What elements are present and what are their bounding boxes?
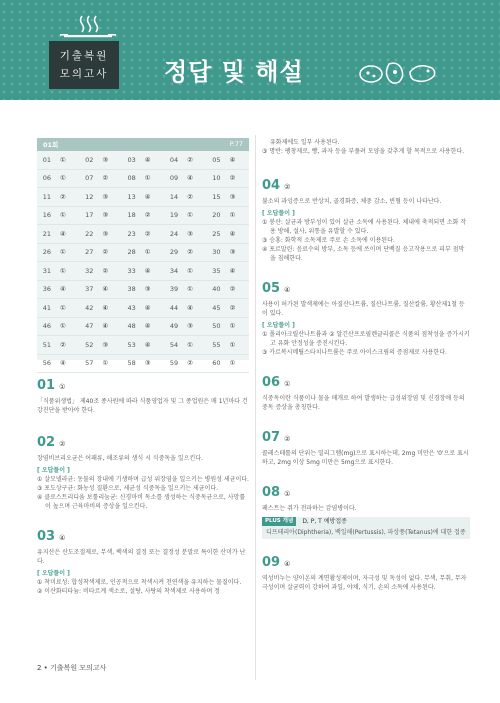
answer-cell-choice: ① (229, 211, 236, 220)
answer-cell (79, 174, 121, 182)
answer-cell (79, 156, 121, 164)
plus-concept-box (262, 517, 470, 539)
answer-cell (122, 341, 164, 349)
answer-row (37, 207, 249, 226)
answer-cell-choice: ④ (102, 322, 109, 331)
answer-cell-number: 57 (85, 359, 94, 368)
answer-cell (207, 359, 249, 367)
list-item: ④ 클로스트리디움 보툴리눔균: 신경마비 독소를 생성하는 식중독균으로, 사망률이 높으며 근육마비의 증상을 일으킨다. (37, 494, 246, 510)
answer-cell-number: 53 (127, 340, 136, 349)
answer-mark: ② (284, 435, 291, 443)
answer-cell-number: 18 (127, 211, 136, 220)
answer-cell (207, 248, 249, 256)
answer-cell-number: 56 (42, 359, 51, 368)
answer-cell-choice: ② (102, 266, 109, 275)
answer-cell-number: 46 (42, 322, 51, 331)
food-illustration-icon (358, 60, 438, 86)
wrong-answer-heading: [ 오답풀이 ] (37, 467, 70, 474)
answer-cell (37, 285, 79, 293)
answer-cell-choice: ③ (102, 211, 109, 220)
answer-cell-number: 38 (127, 285, 136, 294)
answer-cell (37, 230, 79, 238)
answer-mark: ④ (284, 560, 291, 568)
question-number: 08 (262, 485, 281, 500)
answer-cell-choice: ① (187, 285, 193, 294)
badge-line-2: 모의고사 (59, 68, 109, 80)
answer-cell-number: 34 (169, 266, 179, 275)
answer-cell-number: 54 (169, 340, 179, 349)
answer-cell-choice: ① (144, 248, 151, 257)
answer-row (37, 336, 249, 355)
answer-cell-number: 21 (42, 229, 51, 238)
list-item: ① 살모넬라균: 동물의 장내에 기생하며 급성 위장염을 일으키는 병원성 세균이다. (37, 476, 249, 483)
answer-cell (122, 193, 164, 201)
answer-cell-choice: ④ (144, 322, 151, 331)
answer-cell-number: 07 (85, 174, 94, 183)
answer-cell (207, 304, 249, 312)
explanation-text: 「식품위생법」 제40조 종사원에 따라 식품영업자 및 그 종업원은 매 1년마다 건강진단을 받아야 한다. (37, 398, 248, 414)
answer-cell-choice: ③ (229, 248, 236, 257)
answer-cell-number: 45 (212, 303, 221, 312)
answer-cell-number: 27 (85, 248, 94, 257)
question-number: 01 (37, 378, 56, 393)
answer-cell-number: 04 (169, 155, 179, 164)
answer-cell-number: 15 (212, 192, 221, 201)
answer-cell-choice: ④ (102, 303, 109, 312)
answer-cell-choice: ④ (229, 155, 236, 164)
answer-cell-choice: ① (229, 322, 236, 331)
answer-cell-choice: ④ (229, 229, 236, 238)
plus-concept-tag: PLUS 개념 (262, 517, 296, 526)
answer-cell (79, 230, 121, 238)
answer-key-header (37, 138, 249, 151)
answer-cell-choice: ① (187, 266, 193, 275)
answer-cell-number: 37 (85, 285, 94, 294)
wrong-answer-heading: [ 오답풀이 ] (37, 570, 70, 577)
answer-cell (207, 230, 249, 238)
answer-cell-number: 06 (42, 174, 51, 183)
answer-cell-number: 03 (127, 155, 136, 164)
answer-cell-number: 08 (127, 174, 136, 183)
answer-cell-choice: ① (60, 211, 66, 220)
answer-cell (122, 322, 164, 330)
answer-cell-number: 19 (169, 211, 179, 220)
answer-cell (207, 322, 249, 330)
answer-cell (164, 322, 206, 330)
answer-cell-choice: ① (60, 303, 66, 312)
answer-key-page: P.77 (229, 140, 243, 148)
answer-cell-choice: ② (187, 248, 193, 257)
explanation-text: 식중독이란 식품이나 물을 매개로 하여 발생하는 급성위장염 및 신경장애 등의 중독 증상을 총칭한다. (262, 395, 465, 411)
answer-cell (207, 211, 249, 219)
answer-cell-number: 41 (42, 303, 51, 312)
answer-cell-number: 22 (85, 229, 94, 238)
answer-cell-choice: ② (187, 359, 193, 368)
answer-cell-number: 30 (212, 248, 221, 257)
answer-cell-number: 59 (169, 359, 179, 368)
answer-cell (79, 248, 121, 256)
answer-cell (79, 193, 121, 201)
question-number: 06 (262, 375, 281, 390)
answer-cell-choice: ① (60, 174, 66, 183)
answer-cell-choice: ④ (187, 174, 193, 183)
answer-key-table (37, 138, 249, 368)
answer-cell-choice: ② (144, 229, 151, 238)
answer-row (37, 188, 249, 207)
answer-mark: ④ (59, 534, 66, 542)
answer-cell (37, 322, 79, 330)
answer-cell (37, 359, 79, 367)
right-column (262, 136, 470, 592)
answer-cell-number: 52 (85, 340, 94, 349)
list-item: ① 폴리아크릴산나트륨과 ② 알긴산프로필렌글리콜은 식품의 점착성을 증가시키고 유화 안정성을 증진시킨다. (262, 331, 470, 347)
answer-cell-number: 43 (127, 303, 136, 312)
answer-cell-choice: ③ (229, 192, 236, 201)
explanation-text: 장염비브리오균은 어패류, 해조류의 생식 시 식중독을 일으킨다. (37, 455, 203, 462)
answer-cell (164, 174, 206, 182)
answer-cell (122, 211, 164, 219)
answer-cell (164, 248, 206, 256)
answer-cell-number: 28 (127, 248, 136, 257)
answer-key-rows (37, 151, 249, 373)
answer-cell-choice: ② (102, 174, 109, 183)
answer-cell (79, 359, 121, 367)
answer-row (37, 225, 249, 244)
answer-cell-number: 16 (42, 211, 51, 220)
answer-row (37, 151, 249, 170)
answer-cell-choice: ① (60, 266, 66, 275)
answer-cell-number: 32 (85, 266, 94, 275)
answer-cell-choice: ④ (60, 359, 66, 368)
list-item: ③ 승홍: 화학적 소독제로 주로 손 소독에 이용된다. (262, 237, 395, 244)
answer-cell-choice: ③ (102, 155, 109, 164)
list-item: ③ 포도상구균: 화농성 질환으로, 세균성 식중독을 일으키는 세균이다. (37, 485, 219, 492)
question-number: 02 (37, 435, 56, 450)
answer-mark: ② (284, 183, 291, 191)
answer-cell-choice: ③ (187, 229, 193, 238)
answer-cell-number: 47 (85, 322, 94, 331)
list-item: ② 이산화티타늄: 비타르계 색소로, 설탕, 사탕의 착색제로 사용하며 정 (37, 588, 220, 595)
explanation-text: 콜레스테롤의 단위는 밀리그램(mg)으로 표시하는데, 2mg 미만은 '0'으로 표시하고, 2mg 이상 5mg 미만은 5mg으로 표시한다. (262, 450, 469, 466)
explanation-text: 불소의 과잉증으로 반상치, 골경화증, 체중 감소, 빈혈 등이 나타난다. (262, 198, 442, 205)
page-header (0, 0, 500, 100)
answer-row (37, 244, 249, 263)
answer-cell (164, 193, 206, 201)
question-07 (262, 430, 470, 467)
answer-cell (122, 267, 164, 275)
answer-cell (122, 304, 164, 312)
answer-cell (37, 248, 79, 256)
answer-cell-number: 49 (169, 322, 179, 331)
answer-row (37, 299, 249, 318)
cooking-pot-icon (60, 14, 116, 42)
answer-cell-choice: ① (187, 340, 193, 349)
answer-cell-number: 17 (85, 211, 94, 220)
answer-cell-choice: ① (102, 359, 109, 368)
badge-line-1: 기출복원 (59, 50, 109, 62)
answer-cell-number: 36 (42, 285, 51, 294)
answer-cell (79, 322, 121, 330)
answer-cell-choice: ③ (187, 322, 193, 331)
answer-cell-choice: ① (60, 322, 66, 331)
answer-cell (79, 267, 121, 275)
answer-mark: ② (59, 440, 66, 448)
answer-cell-choice: ③ (144, 359, 151, 368)
answer-cell-number: 12 (85, 192, 94, 201)
answer-cell (122, 174, 164, 182)
answer-cell-choice: ② (187, 155, 193, 164)
answer-cell-choice: ② (187, 192, 193, 201)
answer-cell-number: 60 (212, 359, 221, 368)
question-05 (262, 281, 470, 357)
answer-mark: ④ (284, 286, 291, 294)
answer-cell-number: 40 (212, 285, 221, 294)
question-number: 09 (262, 555, 281, 570)
answer-cell-choice: ④ (144, 155, 151, 164)
answer-cell-choice: ② (60, 340, 66, 349)
list-item: ④ 포르말린: 음료수의 방부, 소독 등에 쓰이며 단백질 응고작용으로 피부 점막을 침해한다. (262, 246, 465, 262)
answer-cell-choice: ③ (102, 229, 109, 238)
explanation-text: 유지산은 산도조절제로, 무색, 백색의 결정 또는 결정성 분말로 특이한 산미가 난다. (37, 549, 246, 565)
answer-cell-number: 33 (127, 266, 136, 275)
answer-row (37, 262, 249, 281)
answer-cell-number: 05 (212, 155, 221, 164)
list-item: ① 붕산: 살균과 방부성이 있어 살균 소독에 사용된다. 체내에 축적되면 소화 작용 방해, 설사, 위통을 유발할 수 있다. (262, 219, 467, 235)
answer-cell (164, 211, 206, 219)
answer-cell-choice: ③ (144, 285, 151, 294)
question-03 (37, 529, 249, 596)
answer-cell (79, 285, 121, 293)
question-09 (262, 555, 470, 592)
answer-row (37, 281, 249, 300)
answer-cell-number: 35 (212, 266, 221, 275)
answer-cell (37, 174, 79, 182)
explanation-text: 사용이 허가된 발색제에는 아질산나트륨, 질산나트륨, 질산칼륨, 황산제1철 등이 있다. (262, 301, 465, 317)
answer-cell (164, 230, 206, 238)
question-06 (262, 375, 470, 412)
answer-cell-number: 58 (127, 359, 136, 368)
answer-cell (37, 211, 79, 219)
answer-cell-number: 20 (212, 211, 221, 220)
list-item: ① 착미료성: 합성착색제로, 인공적으로 착색시켜 천연색을 유지하는 물질이다. (37, 579, 242, 586)
answer-cell-number: 42 (85, 303, 94, 312)
left-column (37, 378, 249, 596)
answer-cell-number: 51 (42, 340, 51, 349)
answer-cell-number: 39 (169, 285, 179, 294)
answer-cell (37, 267, 79, 275)
answer-cell-choice: ① (60, 248, 66, 257)
plus-concept-title: D, P, T 예방접종 (302, 518, 347, 525)
answer-cell-choice: ② (144, 211, 151, 220)
answer-cell-number: 13 (127, 192, 136, 201)
answer-cell (207, 193, 249, 201)
wrong-answer-heading: [ 오답풀이 ] (262, 322, 295, 329)
column-divider (255, 135, 256, 680)
answer-cell (207, 341, 249, 349)
answer-cell (207, 156, 249, 164)
question-04 (262, 178, 470, 263)
answer-cell-choice: ② (102, 248, 109, 257)
answer-cell-choice: ④ (60, 285, 66, 294)
answer-cell-choice: ④ (60, 229, 66, 238)
answer-cell-choice: ④ (144, 340, 151, 349)
answer-cell-choice: ④ (102, 285, 109, 294)
question-number: 05 (262, 281, 281, 296)
answer-cell-number: 48 (127, 322, 136, 331)
answer-cell-number: 23 (127, 229, 136, 238)
answer-cell-choice: ④ (187, 303, 193, 312)
explanation-text: 역성비누는 양이온의 계면활성제이며, 자극성 및 독성이 없다. 무색, 무취, 무자극성이며 살균력이 강하여 과일, 야채, 식기, 손의 소독에 사용된다. (262, 575, 467, 591)
answer-cell (207, 267, 249, 275)
answer-cell (164, 285, 206, 293)
answer-cell (122, 248, 164, 256)
answer-row (37, 318, 249, 337)
answer-cell (164, 359, 206, 367)
list-item: ③ 명반: 팽창제로, 빵, 과자 등을 부풀려 모양을 갖추게 할 목적으로 사용한다. (262, 148, 465, 155)
question-number: 04 (262, 178, 281, 193)
answer-cell-number: 44 (169, 303, 179, 312)
answer-cell (164, 341, 206, 349)
answer-cell-choice: ① (187, 211, 193, 220)
answer-cell (122, 230, 164, 238)
answer-cell (79, 341, 121, 349)
wrong-answer-heading: [ 오답풀이 ] (262, 210, 295, 217)
answer-cell (37, 156, 79, 164)
answer-row (37, 355, 249, 374)
answer-cell-choice: ② (229, 303, 236, 312)
answer-cell-choice: ③ (102, 192, 109, 201)
answer-cell-number: 24 (169, 229, 179, 238)
answer-cell (37, 341, 79, 349)
question-08 (262, 485, 470, 539)
answer-cell-choice: ② (229, 174, 236, 183)
continued-text: 유화제에도 일부 사용된다. (270, 139, 340, 146)
answer-cell (122, 359, 164, 367)
question-01 (37, 378, 249, 415)
answer-cell (164, 304, 206, 312)
answer-cell-number: 01 (42, 155, 51, 164)
answer-cell-number: 50 (212, 322, 221, 331)
answer-cell-number: 10 (212, 174, 221, 183)
answer-cell (207, 174, 249, 182)
answer-cell (207, 285, 249, 293)
answer-cell-number: 11 (42, 192, 51, 201)
answer-cell-choice: ④ (144, 192, 151, 201)
answer-cell-number: 25 (212, 229, 221, 238)
answer-cell-choice: ② (60, 192, 66, 201)
explanation-text: 페스트는 쥐가 전파하는 감염병이다. (262, 505, 357, 512)
plus-concept-body: 디프테리아(Diphtheria), 백일해(Pertussis), 파상풍(Tetanus)에 대한 접종 (266, 529, 466, 536)
answer-cell-number: 14 (169, 192, 179, 201)
answer-cell (79, 304, 121, 312)
question-02 (37, 435, 249, 511)
answer-cell-choice: ① (60, 155, 66, 164)
answer-cell (37, 193, 79, 201)
question-number: 07 (262, 430, 281, 445)
page-footer: 2 • 기출복원 모의고사 (37, 664, 107, 672)
answer-cell (164, 156, 206, 164)
answer-cell-number: 26 (42, 248, 51, 257)
answer-cell-number: 02 (85, 155, 94, 164)
answer-cell (164, 267, 206, 275)
answer-cell-number: 09 (169, 174, 179, 183)
answer-cell-number: 55 (212, 340, 221, 349)
answer-key-title: 01회 (43, 141, 59, 149)
series-badge (49, 41, 119, 89)
answer-mark: ① (59, 383, 66, 391)
page-title: 정답 및 해설 (164, 58, 304, 86)
answer-cell-choice: ① (229, 359, 236, 368)
question-number: 03 (37, 529, 56, 544)
answer-cell-choice: ④ (229, 266, 236, 275)
answer-cell-choice: ③ (102, 340, 109, 349)
answer-cell-choice: ④ (144, 303, 151, 312)
answer-mark: ① (284, 490, 291, 498)
answer-cell (37, 304, 79, 312)
answer-cell-choice: ② (229, 285, 236, 294)
answer-cell-number: 29 (169, 248, 179, 257)
list-item: ③ 카르복시메틸스타치나트륨은 주로 아이스크림의 증점제로 사용한다. (262, 349, 447, 356)
answer-cell-choice: ① (144, 174, 151, 183)
answer-row (37, 170, 249, 189)
answer-cell-choice: ① (229, 340, 236, 349)
answer-mark: ① (284, 380, 291, 388)
answer-cell (122, 285, 164, 293)
answer-cell-number: 31 (42, 266, 51, 275)
answer-cell-choice: ④ (144, 266, 151, 275)
answer-cell (79, 211, 121, 219)
answer-cell (122, 156, 164, 164)
